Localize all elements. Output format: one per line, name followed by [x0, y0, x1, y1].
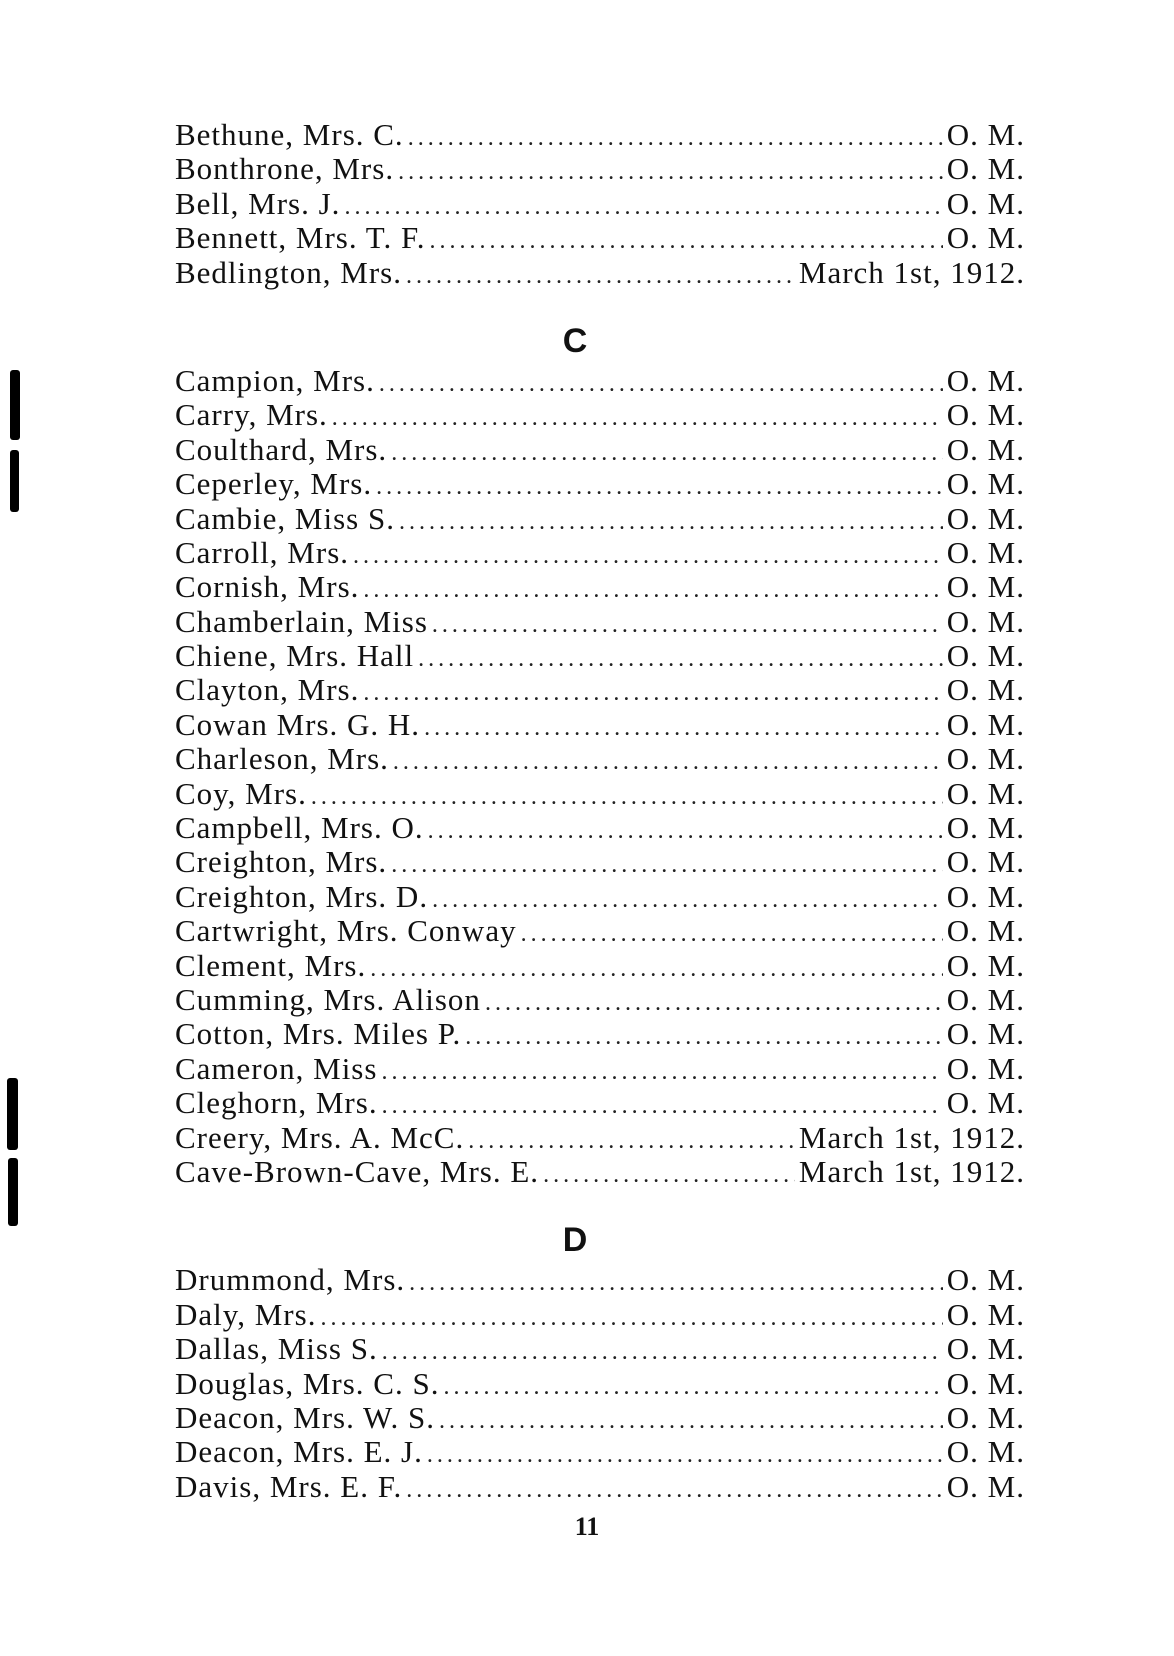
dot-leader [468, 1124, 795, 1158]
dot-leader [485, 986, 943, 1020]
member-entry [175, 914, 1025, 948]
member-name: Chamberlain, Miss [175, 603, 428, 639]
member-status: O. M. [946, 741, 1025, 777]
scan-mark [7, 1078, 18, 1150]
member-name: Cotton, Mrs. Miles P. [175, 1016, 462, 1052]
member-name: Cambie, Miss S. [175, 500, 395, 536]
member-status: O. M. [946, 981, 1025, 1017]
member-entry [175, 983, 1025, 1017]
member-name: Cleghorn, Mrs. [175, 1085, 378, 1121]
member-status: O. M. [946, 1468, 1025, 1504]
member-entry [175, 777, 1025, 811]
member-entry [175, 502, 1025, 536]
member-status: O. M. [946, 466, 1025, 502]
member-name: Creighton, Mrs. D. [175, 878, 429, 914]
member-entry [175, 811, 1025, 845]
member-entry [175, 1086, 1025, 1120]
member-entry [175, 152, 1025, 186]
member-status: O. M. [946, 672, 1025, 708]
member-name: Dallas, Miss S. [175, 1331, 378, 1367]
member-status: O. M. [946, 775, 1025, 811]
member-name: Bonthrone, Mrs. [175, 151, 395, 187]
member-name: Deacon, Mrs. W. S. [175, 1399, 435, 1435]
member-status: March 1st, 1912. [798, 1119, 1025, 1155]
dot-leader [439, 1404, 943, 1438]
member-name: Deacon, Mrs. E. J. [175, 1434, 423, 1470]
member-entry [175, 118, 1025, 152]
dot-leader [409, 1266, 943, 1300]
member-entry [175, 639, 1025, 673]
member-entry [175, 1017, 1025, 1051]
member-status: O. M. [946, 638, 1025, 674]
dot-leader [379, 367, 943, 401]
member-status: O. M. [946, 1399, 1025, 1435]
member-status: March 1st, 1912. [798, 254, 1025, 290]
member-status: O. M. [946, 397, 1025, 433]
member-name: Daly, Mrs. [175, 1296, 317, 1332]
dot-leader [398, 155, 943, 189]
dot-leader [332, 401, 943, 435]
member-entry [175, 1332, 1025, 1366]
dot-leader [429, 224, 942, 258]
dot-leader [408, 121, 943, 155]
dot-leader [393, 745, 943, 779]
dot-leader [311, 780, 943, 814]
member-entry [175, 605, 1025, 639]
member-entry [175, 221, 1025, 255]
member-name: Bennett, Mrs. T. F. [175, 220, 426, 256]
member-entry [175, 742, 1025, 776]
member-status: O. M. [946, 1296, 1025, 1332]
dot-leader [521, 917, 943, 951]
member-name: Campbell, Mrs. O. [175, 810, 424, 846]
member-status: March 1st, 1912. [798, 1153, 1025, 1189]
member-name: Douglas, Mrs. C. S. [175, 1365, 440, 1401]
dot-leader [382, 1089, 943, 1123]
member-entry [175, 1121, 1025, 1155]
member-entry [175, 1367, 1025, 1401]
member-entry [175, 1298, 1025, 1332]
member-status: O. M. [946, 534, 1025, 570]
member-status: O. M. [946, 1365, 1025, 1401]
member-entry [175, 433, 1025, 467]
member-entry [175, 1435, 1025, 1469]
member-name: Carroll, Mrs. [175, 534, 350, 570]
member-name: Cornish, Mrs. [175, 569, 360, 605]
member-name: Bedlington, Mrs. [175, 254, 402, 290]
dot-leader [376, 470, 943, 504]
member-entry [175, 256, 1025, 290]
member-status: O. M. [946, 913, 1025, 949]
dot-leader [363, 573, 942, 607]
member-entry [175, 536, 1025, 570]
member-name: Creighton, Mrs. [175, 844, 388, 880]
member-status: O. M. [946, 1262, 1025, 1298]
dot-leader [465, 1020, 943, 1054]
member-name: Creery, Mrs. A. McC. [175, 1119, 465, 1155]
dot-leader [391, 848, 943, 882]
member-status: O. M. [946, 810, 1025, 846]
member-status: O. M. [946, 1085, 1025, 1121]
dot-leader [406, 259, 795, 293]
member-name: Bethune, Mrs. C. [175, 117, 404, 152]
section-heading: C [562, 321, 588, 360]
member-name: Campion, Mrs. [175, 362, 375, 398]
dot-leader [428, 814, 943, 848]
section-heading: D [562, 1221, 588, 1260]
member-status: O. M. [946, 947, 1025, 983]
dot-leader [381, 1055, 942, 1089]
member-name: Coulthard, Mrs. [175, 431, 388, 467]
member-status: O. M. [946, 117, 1025, 152]
scan-mark [10, 450, 19, 512]
member-name: Cumming, Mrs. Alison [175, 981, 481, 1017]
member-name: Cowan Mrs. G. H. [175, 706, 421, 742]
member-entry [175, 398, 1025, 432]
dot-leader [382, 1335, 943, 1369]
dot-leader [353, 539, 943, 573]
dot-leader [370, 952, 943, 986]
dot-leader [432, 883, 943, 917]
dot-leader [427, 1438, 943, 1472]
member-name: Clayton, Mrs. [175, 672, 360, 708]
dot-leader [543, 1158, 795, 1192]
member-name: Cartwright, Mrs. Conway [175, 913, 517, 949]
member-name: Cave-Brown-Cave, Mrs. E. [175, 1153, 540, 1189]
member-name: Clement, Mrs. [175, 947, 367, 983]
member-entry [175, 467, 1025, 501]
page-number: 11 [574, 1512, 600, 1541]
member-status: O. M. [946, 185, 1025, 221]
member-name: Charleson, Mrs. [175, 741, 389, 777]
dot-leader [424, 711, 943, 745]
member-entry [175, 880, 1025, 914]
member-list [175, 118, 1025, 1504]
member-name: Cameron, Miss [175, 1050, 378, 1086]
member-entry [175, 1052, 1025, 1086]
member-status: O. M. [946, 878, 1025, 914]
member-status: O. M. [946, 362, 1025, 398]
scan-mark [10, 370, 20, 440]
dot-leader [406, 1473, 943, 1507]
member-entry [175, 708, 1025, 742]
dot-leader [443, 1370, 942, 1404]
member-status: O. M. [946, 151, 1025, 187]
member-name: Davis, Mrs. E. F. [175, 1468, 403, 1504]
member-status: O. M. [946, 220, 1025, 256]
member-entry [175, 364, 1025, 398]
member-entry [175, 845, 1025, 879]
member-entry [175, 1155, 1025, 1189]
member-status: O. M. [946, 1434, 1025, 1470]
member-status: O. M. [946, 706, 1025, 742]
member-entry [175, 570, 1025, 604]
member-status: O. M. [946, 603, 1025, 639]
member-name: Ceperley, Mrs. [175, 466, 373, 502]
dot-leader [391, 436, 943, 470]
dot-leader [418, 642, 943, 676]
member-entry [175, 949, 1025, 983]
member-entry [175, 1263, 1025, 1297]
member-entry [175, 187, 1025, 221]
member-entry [175, 1470, 1025, 1504]
member-name: Coy, Mrs. [175, 775, 307, 811]
member-status: O. M. [946, 1331, 1025, 1367]
dot-leader [320, 1301, 942, 1335]
member-status: O. M. [946, 844, 1025, 880]
dot-leader [363, 676, 942, 710]
member-entry [175, 673, 1025, 707]
member-status: O. M. [946, 1050, 1025, 1086]
dot-leader [399, 505, 943, 539]
member-entry [175, 1401, 1025, 1435]
member-status: O. M. [946, 500, 1025, 536]
dot-leader [344, 190, 942, 224]
member-name: Carry, Mrs. [175, 397, 328, 433]
member-name: Chiene, Mrs. Hall [175, 638, 415, 674]
dot-leader [432, 608, 943, 642]
member-name: Drummond, Mrs. [175, 1262, 406, 1298]
member-status: O. M. [946, 1016, 1025, 1052]
member-status: O. M. [946, 431, 1025, 467]
scan-mark [8, 1158, 18, 1226]
member-name: Bell, Mrs. J. [175, 185, 341, 221]
member-status: O. M. [946, 569, 1025, 605]
